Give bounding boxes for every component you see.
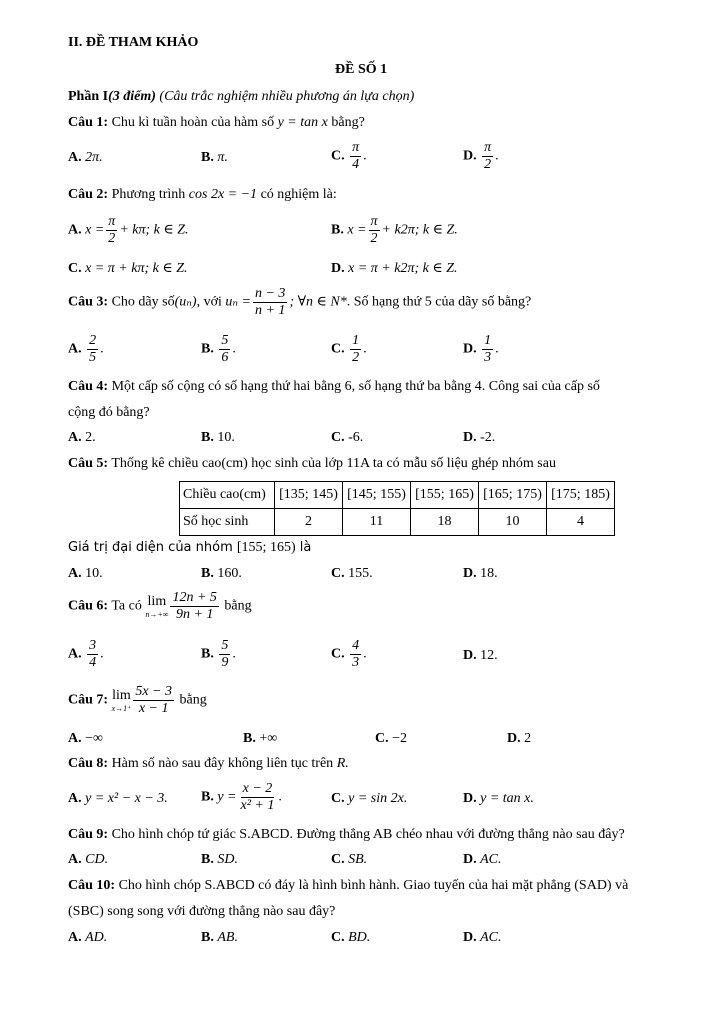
q9-label: Câu 9: [68, 827, 109, 842]
q6-option-a[interactable]: A. $\frac{3}{4}$ . [68, 638, 104, 670]
q4-option-b[interactable]: B. 10. [201, 430, 235, 445]
q8-text: Hàm số nào sau đây không liên tục trên [111, 756, 334, 771]
q10-option-c[interactable]: C. BD. [331, 930, 371, 945]
q3-option-a[interactable]: A. $\frac{2}{5}$ . [68, 333, 104, 365]
q8-option-c[interactable]: C. y = sin 2x. [331, 791, 408, 806]
q6-text: Ta có [111, 598, 142, 614]
question-3 [68, 286, 531, 319]
q4-text1: Một cấp số cộng có số hạng thứ hai bằng 6, số hạng thứ ba bằng 4. Công sai của cấp số [111, 379, 600, 394]
q2-option-a[interactable]: A. x = $\frac{\pi}{2}$ + kπ; k ∈ Z. [68, 214, 189, 246]
q8-option-d[interactable]: D. y = tan x. [463, 791, 534, 806]
q8-label: Câu 8: [68, 756, 109, 771]
question-2 [68, 187, 337, 203]
q3-un: uₙ = [225, 294, 251, 310]
table-header-cell: Số học sinh [180, 509, 275, 536]
q10-label: Câu 10: [68, 878, 116, 893]
q7-fraction: $\frac{5x - 3}{x - 1}$ [135, 684, 173, 716]
question-10 [68, 878, 628, 894]
q9-option-a[interactable]: A. CD. [68, 852, 109, 867]
section-title: II. ĐỀ THAM KHẢO [68, 35, 199, 50]
q4-option-d[interactable]: D. -2. [463, 430, 496, 445]
question-9 [68, 827, 625, 843]
q3-text: Cho dãy số [111, 294, 175, 310]
q8-option-b[interactable]: B. y = $\frac{x - 2}{\text{x² + 1}}$ . [201, 781, 282, 813]
question-5 [68, 456, 556, 472]
q8-option-a[interactable]: A. y = x² − x − 3. [68, 791, 168, 806]
q2-tail: có nghiệm là: [260, 187, 337, 202]
q10-option-a[interactable]: A. AD. [68, 930, 108, 945]
q2-option-c[interactable]: C. x = π + kπ; k ∈ Z. [68, 261, 188, 276]
q5-option-c[interactable]: C. 155. [331, 566, 373, 581]
q1-tail: bằng? [331, 115, 365, 130]
q3-cond: ; ∀n ∈ N* [289, 294, 347, 310]
q7-limit: lim x→1⁺ [111, 688, 132, 713]
question-1 [68, 115, 365, 131]
part-points: (3 điểm) [108, 89, 156, 104]
q6-fraction: $\frac{12n + 5}{9n + 1}$ [172, 590, 217, 622]
question-8 [68, 756, 349, 772]
q10-text1: Cho hình chóp S.ABCD có đáy là hình bình hành. Giao tuyến của hai mặt phẳng (SAD) và [118, 878, 629, 893]
q3-seq: (uₙ) [174, 294, 197, 310]
q7-tail: bằng [179, 692, 207, 708]
q6-label: Câu 6: [68, 598, 109, 614]
question-4 [68, 379, 600, 395]
q5-text: Thống kê chiều cao(cm) học sinh của lớp 11A ta có mẫu số liệu ghép nhóm sau [111, 456, 556, 471]
q4-option-c[interactable]: C. -6. [331, 430, 364, 445]
table-row: Chiều cao(cm) [135; 145) [145; 155) [155; 165) [165; 175) [175; 185) [180, 482, 615, 509]
q10-option-d[interactable]: D. AC. [463, 930, 502, 945]
q3-label: Câu 3: [68, 294, 109, 310]
q8-set: R. [336, 756, 349, 771]
q7-option-a[interactable]: A. −∞ [68, 731, 104, 746]
q7-option-c[interactable]: C. −2 [375, 731, 408, 746]
q5-option-d[interactable]: D. 18. [463, 566, 498, 581]
question-7 [68, 684, 207, 717]
part-desc: (Câu trắc nghiệm nhiều phương án lựa chọn) [159, 89, 415, 104]
q9-option-d[interactable]: D. AC. [463, 852, 502, 867]
q7-option-d[interactable]: D. 2 [507, 731, 532, 746]
q6-tail: bằng [224, 598, 252, 614]
q1-option-b[interactable]: B. π. [201, 150, 228, 165]
q9-text: Cho hình chóp tứ giác S.ABCD. Đường thẳng AB chéo nhau với đường thẳng nào sau đây? [111, 827, 625, 842]
q3-fraction: $\frac{n - 3}{n + 1}$ [254, 286, 286, 318]
q1-text: Chu kì tuần hoàn của hàm số [111, 115, 275, 130]
q9-option-b[interactable]: B. SD. [201, 852, 238, 867]
q4-label: Câu 4: [68, 379, 109, 394]
exam-title: ĐỀ SỐ 1 [335, 62, 388, 77]
q6-option-c[interactable]: C. $\frac{4}{3}$ . [331, 638, 367, 670]
q10-text2: (SBC) song song với đường thẳng nào sau đây? [68, 904, 336, 919]
q1-option-a[interactable]: A. 2π. [68, 150, 103, 165]
table-header-cell: Chiều cao(cm) [180, 482, 275, 509]
q7-option-b[interactable]: B. +∞ [243, 731, 278, 746]
q4-option-a[interactable]: A. 2. [68, 430, 96, 445]
q6-option-d[interactable]: D. 12. [463, 648, 498, 663]
q10-option-b[interactable]: B. AB. [201, 930, 238, 945]
q5-option-a[interactable]: A. 10. [68, 566, 103, 581]
height-table [179, 481, 615, 536]
q3-tail: . Số hạng thứ 5 của dãy số bằng? [346, 294, 532, 310]
q1-option-d[interactable]: D. $\frac{\pi}{2}$ . [463, 140, 499, 172]
q2-text: Phương trình [111, 187, 186, 202]
q5-option-b[interactable]: B. 160. [201, 566, 242, 581]
q3-mid: , với [196, 294, 222, 310]
q5-question: Giá trị đại diện của nhóm [155; 165) là [68, 540, 312, 555]
q2-formula: cos 2x = −1 [188, 187, 258, 202]
q3-option-d[interactable]: D. $\frac{1}{3}$ . [463, 333, 499, 365]
q2-option-b[interactable]: B. x = $\frac{\pi}{2}$ + k2π; k ∈ Z. [331, 214, 458, 246]
q6-option-b[interactable]: B. $\frac{5}{9}$ . [201, 638, 236, 670]
q2-option-d[interactable]: D. x = π + k2π; k ∈ Z. [331, 261, 458, 276]
table-row: Số học sinh 2 11 18 10 4 [180, 509, 615, 536]
q4-text2: cộng đó bằng? [68, 405, 150, 420]
part-title: Phần I [68, 89, 109, 104]
question-6 [68, 590, 252, 623]
q5-label: Câu 5: [68, 456, 109, 471]
q6-limit: lim n→+∞ [145, 594, 169, 619]
q3-option-b[interactable]: B. $\frac{5}{6}$ . [201, 333, 236, 365]
q2-label: Câu 2: [68, 187, 109, 202]
q1-option-c[interactable]: C. $\frac{\pi}{4}$ . [331, 140, 367, 172]
part-heading [68, 89, 414, 105]
q1-label: Câu 1: [68, 115, 109, 130]
q7-label: Câu 7: [68, 692, 109, 708]
q9-option-c[interactable]: C. SB. [331, 852, 368, 867]
q3-option-c[interactable]: C. $\frac{1}{2}$ . [331, 333, 367, 365]
q1-formula: y = tan x [277, 115, 328, 130]
